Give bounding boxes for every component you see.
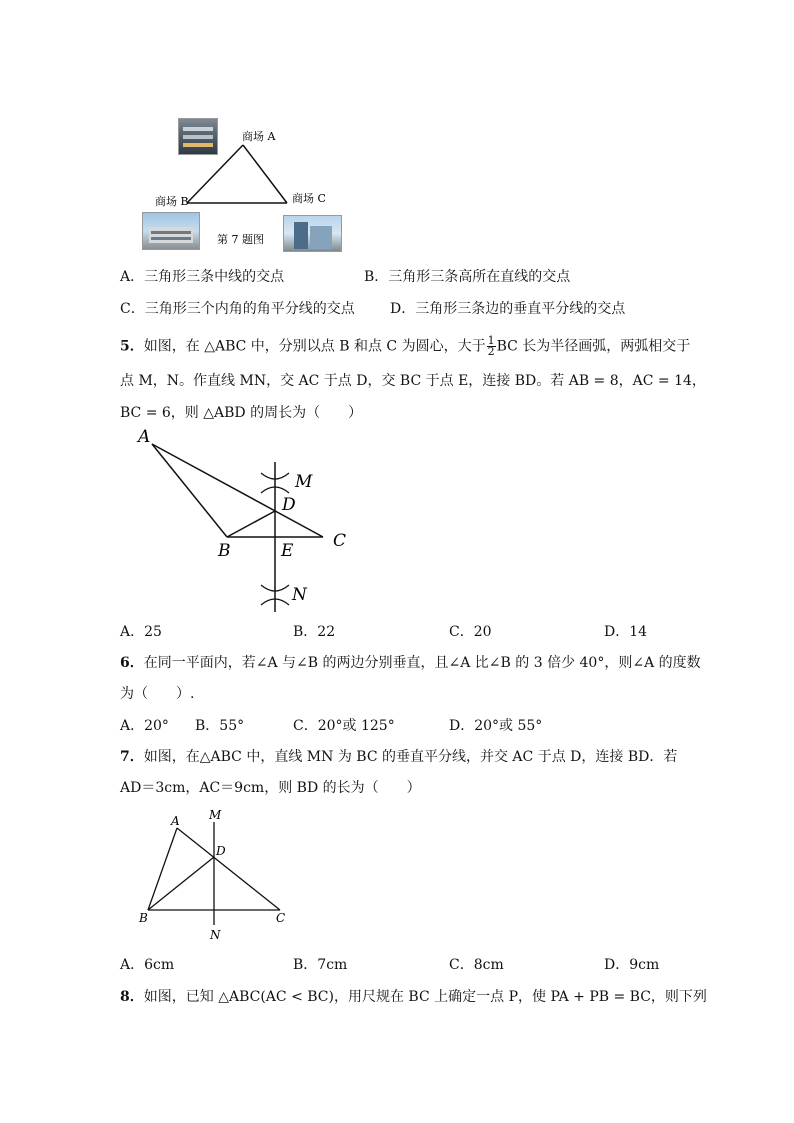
label-mall-c: 商场 C xyxy=(292,192,326,205)
label-mall-a: 商场 A xyxy=(242,130,276,143)
q6-line-1 xyxy=(120,653,701,673)
q7-text-1: 如图，在△ABC 中，直线 MN 为 BC 的垂直平分线，并交 AC 于点 D，连接 BD．若 xyxy=(143,749,678,765)
q5-number: 5． xyxy=(120,338,144,355)
seg-ac xyxy=(177,828,280,910)
q8-text-1: 如图，已知 △ABC(AC < BC)，用尺规在 BC 上确定一点 P，使 PA + PB = BC，则下列 xyxy=(143,989,707,1005)
q6-option-d[interactable]: D．20°或 55° xyxy=(449,718,543,734)
label-b: B xyxy=(139,911,148,925)
q5-line-3: BC = 6，则 △ABD 的周长为（ ） xyxy=(120,405,363,421)
fraction-numerator: 1 xyxy=(487,334,495,347)
side-ac xyxy=(243,145,287,203)
label-e: E xyxy=(281,541,294,561)
q6-text-1: 在同一平面内，若∠A 与∠B 的两边分别垂直，且∠A 比∠B 的 3 倍少 40°，则∠A 的度数 xyxy=(143,655,701,671)
q5-option-c[interactable]: C．20 xyxy=(449,624,492,640)
label-d: D xyxy=(282,495,296,515)
figure-caption: 第 7 题图 xyxy=(217,233,264,246)
q7-option-b[interactable]: B．7cm xyxy=(293,957,348,973)
q6-option-b[interactable]: B．55° xyxy=(195,718,245,734)
q8-number: 8． xyxy=(120,989,144,1005)
q4-figure xyxy=(140,115,350,255)
label-a: A xyxy=(138,427,151,447)
q6-line-2: 为（ ）. xyxy=(120,686,195,702)
q7-line-2: AD＝3cm，AC＝9cm，则 BD 的长为（ ） xyxy=(120,780,421,796)
seg-bd xyxy=(227,511,275,537)
q5-option-d[interactable]: D．14 xyxy=(604,624,648,640)
mall-triangle xyxy=(140,115,350,255)
q5-text-1a: 如图，在 △ABC 中，分别以点 B 和点 C 为圆心，大于 xyxy=(143,338,486,355)
q4-option-d[interactable]: D．三角形三条边的垂直平分线的交点 xyxy=(390,301,626,317)
q7-option-d[interactable]: D．9cm xyxy=(604,957,660,973)
q6-option-c[interactable]: C．20°或 125° xyxy=(293,718,395,734)
label-d: D xyxy=(216,844,226,858)
q5-line-1 xyxy=(120,336,690,357)
q7-number: 7． xyxy=(120,749,144,765)
label-n: N xyxy=(210,928,221,942)
fraction-denominator: 2 xyxy=(487,345,495,358)
q5-line-2: 点 M，N。作直线 MN，交 AC 于点 D，交 BC 于点 E，连接 BD。若 AB = 8，AC = 14， xyxy=(120,373,706,389)
q8-line-1 xyxy=(120,987,707,1007)
label-b: B xyxy=(218,541,231,561)
q5-option-a[interactable]: A．25 xyxy=(120,624,162,640)
label-m: M xyxy=(295,472,313,492)
label-c: C xyxy=(333,531,347,551)
q4-option-c[interactable]: C．三角形三个内角的角平分线的交点 xyxy=(120,301,355,317)
q4-option-a[interactable]: A．三角形三条中线的交点 xyxy=(120,269,285,285)
q4-option-b[interactable]: B．三角形三条高所在直线的交点 xyxy=(364,269,571,285)
side-ab xyxy=(187,145,243,203)
q5-text-1b: BC 长为半径画弧，两弧相交于 xyxy=(496,338,691,355)
label-mall-b: 商场 B xyxy=(155,195,189,208)
q5-option-b[interactable]: B．22 xyxy=(293,624,336,640)
fraction-half xyxy=(487,336,496,357)
seg-ab xyxy=(152,444,227,537)
q7-line-1 xyxy=(120,747,677,767)
label-m: M xyxy=(209,808,222,822)
q5-figure xyxy=(130,425,360,620)
label-a: A xyxy=(171,814,180,828)
label-n: N xyxy=(292,585,307,605)
q7-option-a[interactable]: A．6cm xyxy=(120,957,175,973)
q6-option-a[interactable]: A．20° xyxy=(120,718,169,734)
q7-figure xyxy=(130,805,300,945)
q7-option-c[interactable]: C．8cm xyxy=(449,957,504,973)
label-c: C xyxy=(276,911,286,925)
q6-number: 6． xyxy=(120,655,144,671)
